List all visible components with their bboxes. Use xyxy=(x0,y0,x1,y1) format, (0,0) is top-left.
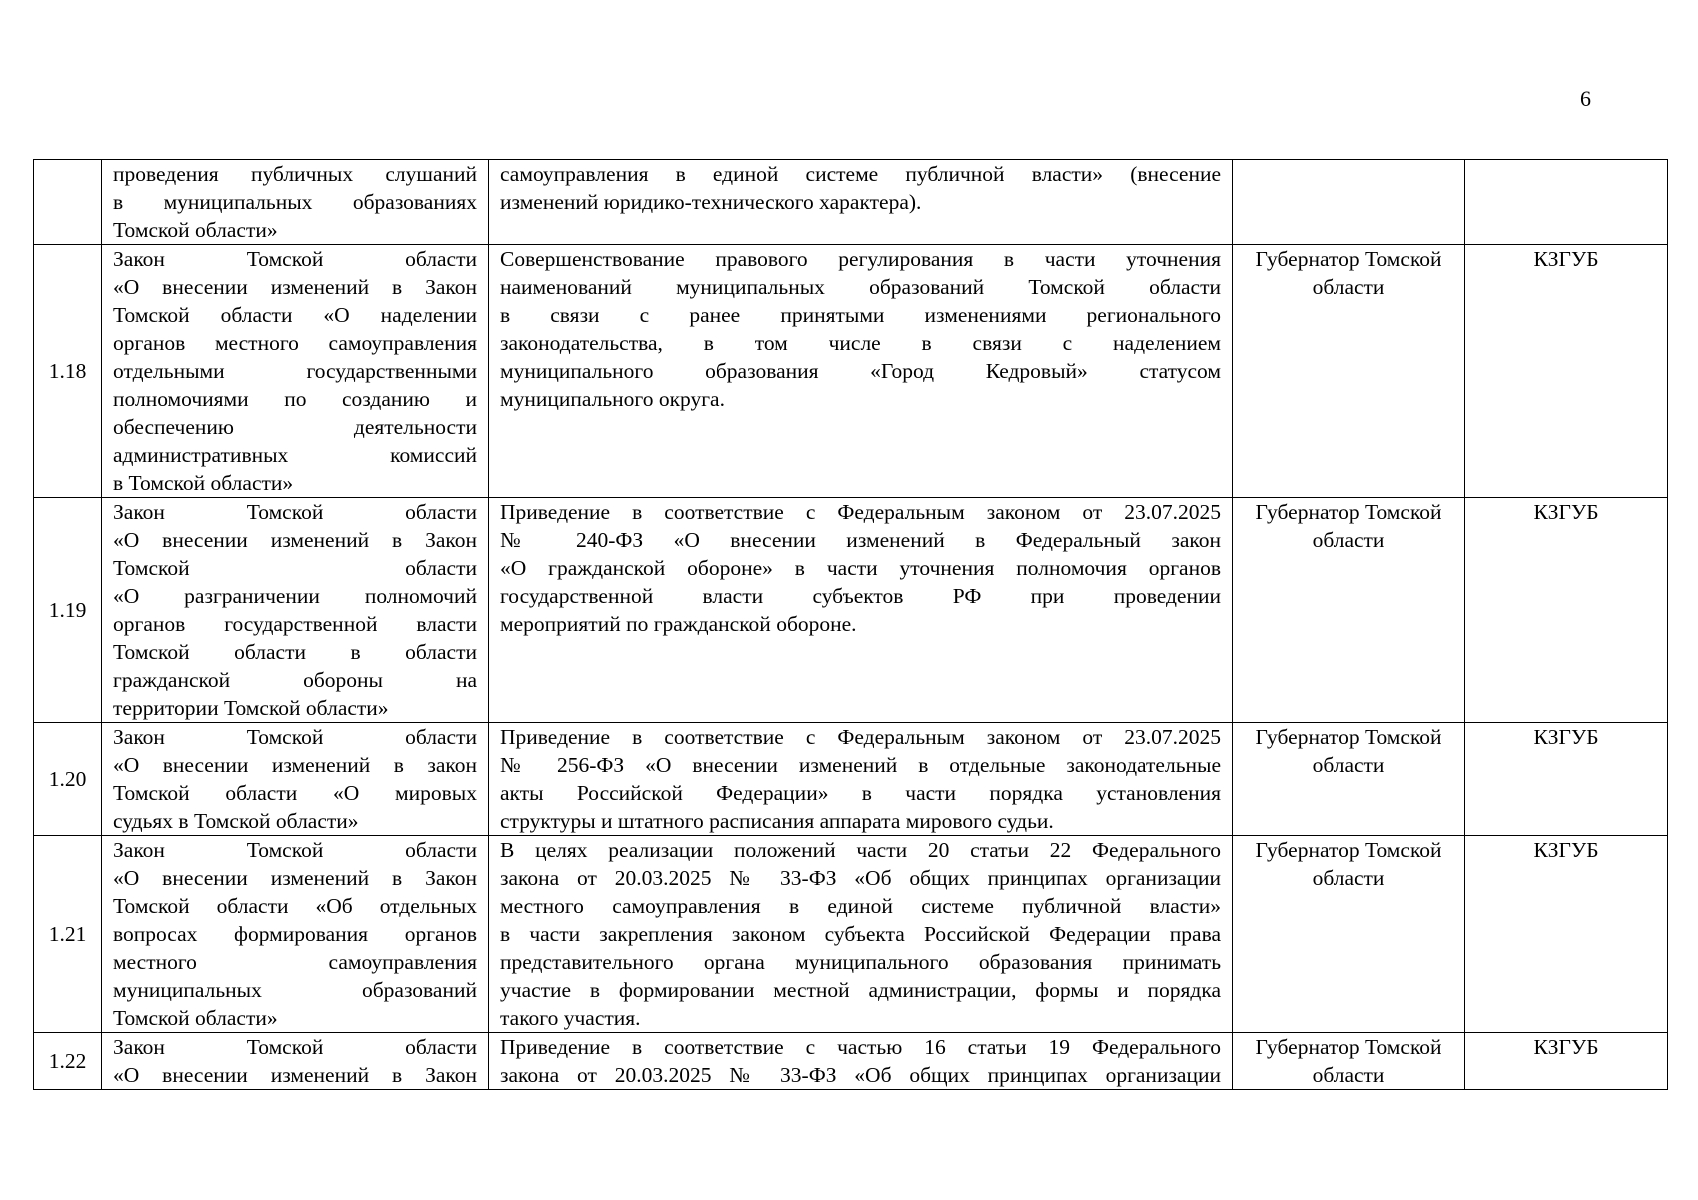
law-title-line: Томской области «О мировых xyxy=(113,781,477,805)
law-title-line: вопросах формирования органов xyxy=(113,922,477,946)
responsible: Губернатор Томской области xyxy=(1233,836,1465,1033)
law-description xyxy=(489,1033,1233,1090)
responsible: Губернатор Томской области xyxy=(1233,1033,1465,1090)
law-title-line: органов местного самоуправления xyxy=(113,331,477,355)
description-line: местного самоуправления в единой системе публичной власти» xyxy=(500,894,1221,918)
responsible xyxy=(1233,160,1465,245)
description-line: Приведение в соответствие с частью 16 статьи 19 Федерального xyxy=(500,1035,1221,1059)
description-line: структуры и штатного расписания аппарата мирового судьи. xyxy=(500,809,1054,833)
description-line: Приведение в соответствие с Федеральным законом от 23.07.2025 xyxy=(500,725,1221,749)
law-title-line: «О внесении изменений в Закон xyxy=(113,528,477,552)
table-row xyxy=(34,160,1668,245)
executor: КЗГУБ xyxy=(1465,1033,1668,1090)
law-title-line: «О внесении изменений в Закон xyxy=(113,1063,477,1087)
law-title-line: административных комиссий xyxy=(113,443,477,467)
law-title-line: полномочиями по созданию и xyxy=(113,387,477,411)
description-line: такого участия. xyxy=(500,1006,641,1030)
description-line: «О гражданской обороне» в части уточнения полномочия органов xyxy=(500,556,1221,580)
law-title-line: Закон Томской области xyxy=(113,1035,477,1059)
law-title xyxy=(102,836,489,1033)
law-title-line: «О внесении изменений в закон xyxy=(113,753,477,777)
description-line: в части закрепления законом субъекта Российской Федерации права xyxy=(500,922,1221,946)
table-row xyxy=(34,723,1668,836)
law-title-line: «О внесении изменений в Закон xyxy=(113,866,477,890)
row-number: 1.22 xyxy=(34,1033,102,1090)
table-row xyxy=(34,245,1668,498)
description-line: В целях реализации положений части 20 статьи 22 Федерального xyxy=(500,838,1221,862)
description-line: самоуправления в единой системе публичной власти» (внесение xyxy=(500,162,1221,186)
description-line: законодательства, в том числе в связи с наделением xyxy=(500,331,1221,355)
law-title-line: органов государственной власти xyxy=(113,612,477,636)
law-title xyxy=(102,160,489,245)
executor xyxy=(1465,160,1668,245)
description-line: изменений юридико-технического характера). xyxy=(500,190,922,214)
law-title-line: в муниципальных образованиях xyxy=(113,190,477,214)
law-title-line: «О внесении изменений в Закон xyxy=(113,275,477,299)
law-title-line: отдельными государственными xyxy=(113,359,477,383)
law-title-line: Томской области» xyxy=(113,218,278,242)
law-title-line: Томской области xyxy=(113,556,477,580)
table-row xyxy=(34,1033,1668,1090)
executor: КЗГУБ xyxy=(1465,498,1668,723)
law-title-line: «О разграничении полномочий xyxy=(113,584,477,608)
description-line: участие в формировании местной администрации, формы и порядка xyxy=(500,978,1221,1002)
law-title xyxy=(102,723,489,836)
law-title-line: судьях в Томской области» xyxy=(113,809,359,833)
description-line: № 256-ФЗ «О внесении изменений в отдельные законодательные xyxy=(500,753,1221,777)
description-line: муниципального округа. xyxy=(500,387,725,411)
responsible: Губернатор Томской области xyxy=(1233,723,1465,836)
law-title-line: местного самоуправления xyxy=(113,950,477,974)
description-line: Приведение в соответствие с Федеральным законом от 23.07.2025 xyxy=(500,500,1221,524)
law-title-line: Томской области «О наделении xyxy=(113,303,477,327)
description-line: государственной власти субъектов РФ при проведении xyxy=(500,584,1221,608)
law-title-line: Закон Томской области xyxy=(113,500,477,524)
law-description xyxy=(489,160,1233,245)
description-line: закона от 20.03.2025 № 33-ФЗ «Об общих принципах организации xyxy=(500,866,1221,890)
law-title-line: проведения публичных слушаний xyxy=(113,162,477,186)
description-line: № 240-ФЗ «О внесении изменений в Федеральный закон xyxy=(500,528,1221,552)
law-title xyxy=(102,1033,489,1090)
executor: КЗГУБ xyxy=(1465,245,1668,498)
executor: КЗГУБ xyxy=(1465,836,1668,1033)
law-title-line: Томской области» xyxy=(113,1006,278,1030)
row-number: 1.20 xyxy=(34,723,102,836)
responsible: Губернатор Томской области xyxy=(1233,498,1465,723)
law-title xyxy=(102,498,489,723)
row-number: 1.18 xyxy=(34,245,102,498)
law-title-line: обеспечению деятельности xyxy=(113,415,477,439)
law-title-line: Томской области «Об отдельных xyxy=(113,894,477,918)
page-number: 6 xyxy=(1580,86,1591,111)
description-line: наименований муниципальных образований Томской области xyxy=(500,275,1221,299)
row-number xyxy=(34,160,102,245)
description-line: закона от 20.03.2025 № 33-ФЗ «Об общих принципах организации xyxy=(500,1063,1221,1087)
law-description xyxy=(489,498,1233,723)
law-description xyxy=(489,723,1233,836)
description-line: представительного органа муниципального образования принимать xyxy=(500,950,1221,974)
law-title-line: муниципальных образований xyxy=(113,978,477,1002)
description-line: в связи с ранее принятыми изменениями регионального xyxy=(500,303,1221,327)
law-description xyxy=(489,836,1233,1033)
law-title-line: Закон Томской области xyxy=(113,725,477,749)
table-row xyxy=(34,498,1668,723)
table-row xyxy=(34,836,1668,1033)
description-line: муниципального образования «Город Кедровый» статусом xyxy=(500,359,1221,383)
law-title-line: в Томской области» xyxy=(113,471,294,495)
law-title-line: Томской области в области xyxy=(113,640,477,664)
row-number: 1.19 xyxy=(34,498,102,723)
law-title-line: Закон Томской области xyxy=(113,247,477,271)
description-line: Совершенствование правового регулирования в части уточнения xyxy=(500,247,1221,271)
legislation-plan-table xyxy=(33,159,1668,1090)
law-description xyxy=(489,245,1233,498)
law-title-line: территории Томской области» xyxy=(113,696,389,720)
law-title xyxy=(102,245,489,498)
law-title-line: Закон Томской области xyxy=(113,838,477,862)
row-number: 1.21 xyxy=(34,836,102,1033)
description-line: мероприятий по гражданской обороне. xyxy=(500,612,857,636)
law-title-line: гражданской обороны на xyxy=(113,668,477,692)
executor: КЗГУБ xyxy=(1465,723,1668,836)
responsible: Губернатор Томской области xyxy=(1233,245,1465,498)
description-line: акты Российской Федерации» в части порядка установления xyxy=(500,781,1221,805)
